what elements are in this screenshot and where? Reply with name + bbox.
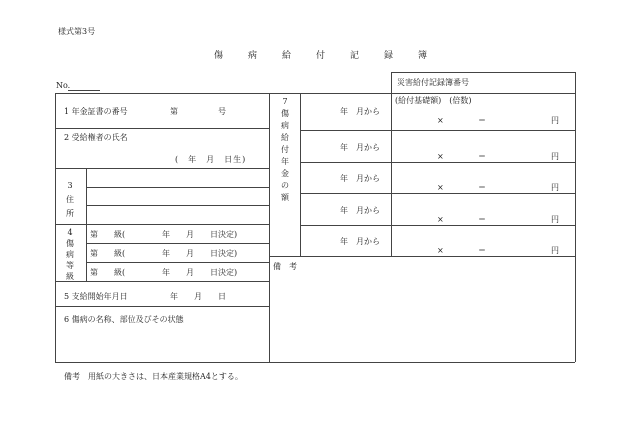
title-char: 傷 xyxy=(214,51,224,61)
rule xyxy=(55,306,269,307)
pension-amount-char: 付 xyxy=(281,145,289,154)
amount-row-from: 年 月から xyxy=(340,206,380,215)
rule xyxy=(55,281,269,282)
frame-right xyxy=(575,93,576,362)
recipient-label: 2 受給権者の氏名 xyxy=(64,133,128,142)
pension-amount-char: 額 xyxy=(281,193,289,202)
amount-row-yen: 円 xyxy=(551,116,559,125)
amount-row-yen: 円 xyxy=(551,152,559,161)
amount-row-times: × xyxy=(437,152,444,161)
grade-char: 等 xyxy=(66,261,74,270)
rule xyxy=(575,72,576,94)
form-number: 様式第3号 xyxy=(58,27,96,36)
title-char: 病 xyxy=(248,51,258,61)
payment-start-date: 年 月 日 xyxy=(170,292,226,301)
amount-row-yen: 円 xyxy=(551,215,559,224)
grade-char: 傷 xyxy=(66,239,74,248)
rule xyxy=(300,225,575,226)
grade-row-grade: 第 級( xyxy=(90,249,126,258)
rule xyxy=(391,93,392,256)
grade-row-date: 年 月 日決定) xyxy=(162,249,238,258)
footnote: 備考 用紙の大きさは、日本産業規格A4とする。 xyxy=(64,372,243,381)
grade-row-date: 年 月 日決定) xyxy=(162,268,238,277)
pension-cert-go: 号 xyxy=(218,107,226,116)
rule xyxy=(269,256,575,257)
amount-row-eq: ＝ xyxy=(478,183,486,192)
rule xyxy=(86,168,87,281)
pension-amount-char: 年 xyxy=(281,157,289,166)
rule xyxy=(86,187,269,188)
condition-label: 6 傷病の名称、部位及びその状態 xyxy=(64,315,184,324)
pension-amount-char: 金 xyxy=(281,169,289,178)
title-char: 簿 xyxy=(418,51,428,61)
rule xyxy=(300,130,575,131)
pension-amount-char: の xyxy=(281,181,289,190)
frame-middle xyxy=(269,93,270,362)
no-label: No. xyxy=(56,81,71,90)
rule xyxy=(391,72,392,94)
no-underline xyxy=(68,90,100,91)
title-char: 録 xyxy=(384,51,394,61)
amount-row-from: 年 月から xyxy=(340,174,380,183)
address-char: 所 xyxy=(66,209,74,218)
recipient-birth: ( 年 月 日生) xyxy=(175,155,247,164)
grade-char: 病 xyxy=(66,250,74,259)
pension-amount-char: 7 xyxy=(282,97,288,106)
amount-row-eq: ＝ xyxy=(478,116,486,125)
disaster-record-label: 災害給付記録簿番号 xyxy=(397,78,469,87)
pension-cert-label: 1 年金証書の番号 xyxy=(64,107,128,116)
amount-row-times: × xyxy=(437,215,444,224)
pension-cert-dai: 第 xyxy=(170,107,178,116)
rule xyxy=(55,168,269,169)
pension-amount-header: (給付基礎額) (倍数) xyxy=(395,96,472,105)
rule xyxy=(300,93,301,256)
remarks-label: 備 考 xyxy=(273,262,297,271)
payment-start-label: 5 支給開始年月日 xyxy=(64,292,128,301)
pension-amount-char: 傷 xyxy=(281,109,289,118)
rule xyxy=(391,72,575,73)
grade-row-grade: 第 級( xyxy=(90,268,126,277)
pension-amount-char: 給 xyxy=(281,133,289,142)
rule xyxy=(300,193,575,194)
amount-row-from: 年 月から xyxy=(340,237,380,246)
title-char: 記 xyxy=(350,51,360,61)
title-char: 付 xyxy=(316,51,326,61)
frame-bottom xyxy=(55,362,575,363)
grade-char: 4 xyxy=(67,228,73,237)
amount-row-times: × xyxy=(437,116,444,125)
amount-row-yen: 円 xyxy=(551,183,559,192)
address-char: 3 xyxy=(67,181,73,190)
rule xyxy=(55,128,269,129)
address-label xyxy=(64,180,76,219)
rule xyxy=(86,243,269,244)
amount-row-times: × xyxy=(437,246,444,255)
pension-amount-label xyxy=(279,96,291,204)
rule xyxy=(86,205,269,206)
frame-left xyxy=(55,93,56,362)
rule xyxy=(300,162,575,163)
amount-row-from: 年 月から xyxy=(340,107,380,116)
frame-top xyxy=(55,93,575,94)
rule xyxy=(55,224,269,225)
grade-row-date: 年 月 日決定) xyxy=(162,230,238,239)
amount-row-eq: ＝ xyxy=(478,215,486,224)
rule xyxy=(86,262,269,263)
address-char: 住 xyxy=(66,195,74,204)
amount-row-eq: ＝ xyxy=(478,246,486,255)
amount-row-from: 年 月から xyxy=(340,143,380,152)
amount-row-times: × xyxy=(437,183,444,192)
grade-label xyxy=(64,227,76,282)
amount-row-yen: 円 xyxy=(551,246,559,255)
pension-amount-char: 病 xyxy=(281,121,289,130)
grade-char: 級 xyxy=(66,272,74,281)
grade-row-grade: 第 級( xyxy=(90,230,126,239)
title-char: 給 xyxy=(282,51,292,61)
amount-row-eq: ＝ xyxy=(478,152,486,161)
